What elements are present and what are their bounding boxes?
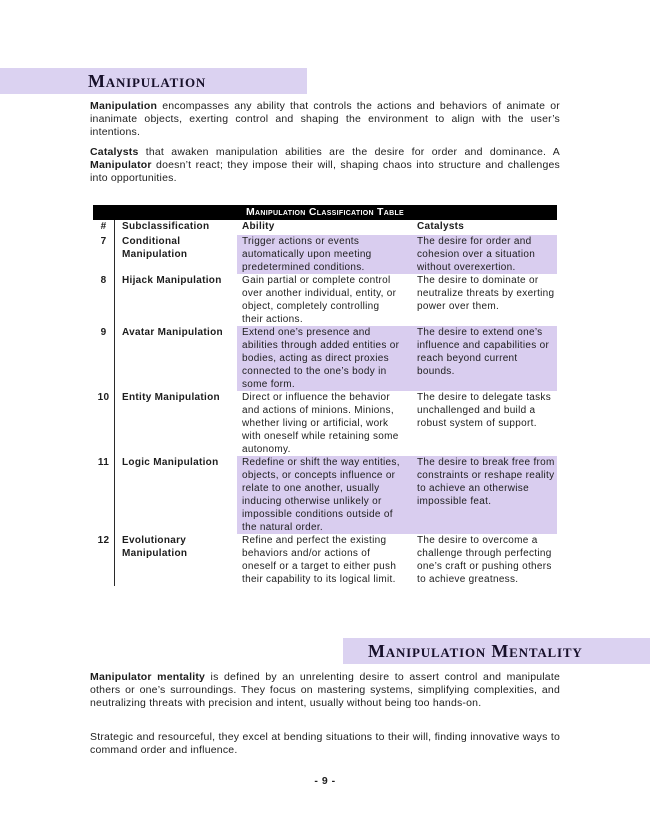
row-catalysts: The desire to delegate tasks unchallenged and build a robust system of support. bbox=[417, 392, 552, 429]
row-catalysts: The desire to break free from constraints or reshape reality to achieve an otherwise impossible feat. bbox=[408, 456, 557, 534]
text-run: Manipulator bbox=[90, 159, 152, 171]
text-run: Manipulation bbox=[90, 100, 158, 112]
row-ability: Gain partial or complete control over another individual, entity, or object, completely controlling their actions. bbox=[242, 275, 397, 325]
table-header-row bbox=[93, 220, 557, 235]
text-run: doesn’t react; they impose their will, shaping chaos into structure and challenges into opportunities. bbox=[90, 159, 560, 184]
row-catalysts: The desire to dominate or neutralize threats by exerting power over them. bbox=[417, 275, 555, 312]
row-number: 9 bbox=[93, 326, 115, 391]
row-subclassification: Logic Manipulation bbox=[122, 457, 219, 468]
classification-table bbox=[93, 205, 557, 586]
column-header-subclassification: Subclassification bbox=[122, 221, 210, 232]
row-ability: Refine and perfect the existing behaviors and/or actions of oneself or a target to either push their capability to its logical limit. bbox=[242, 535, 397, 585]
table-row bbox=[93, 456, 557, 534]
row-ability: Trigger actions or events automatically upon meeting predetermined conditions. bbox=[237, 235, 408, 274]
text-run: Catalysts bbox=[90, 146, 139, 158]
row-catalysts: The desire to extend one’s influence and capabilities or reach beyond current bounds. bbox=[408, 326, 557, 391]
text-run: is defined by an unrelenting desire to assert control and manipulate others or one’s surroundings. They focus on mastering systems, simplifying complexities, and neutralizing threats with precision and intent, usually without being too hands-on. bbox=[90, 671, 560, 709]
row-ability: Direct or influence the behavior and actions of minions. Minions, whether living or artificial, work with oneself while retaining some autonomy. bbox=[242, 392, 399, 455]
table-row bbox=[93, 274, 557, 326]
row-ability: Redefine or shift the way entities, objects, or concepts influence or relate to one another, usually inducing otherwise unlikely or impossible conditions outside of the natural order. bbox=[237, 456, 408, 534]
row-catalysts: The desire for order and cohesion over a situation without overexertion. bbox=[408, 235, 557, 274]
row-catalysts: The desire to overcome a challenge through perfecting one’s craft or pushing others to achieve greatness. bbox=[417, 535, 552, 585]
mentality-heading: Manipulation Mentality bbox=[368, 640, 583, 661]
table-row bbox=[93, 326, 557, 391]
mentality-section-banner bbox=[343, 638, 650, 664]
table-row bbox=[93, 391, 557, 456]
row-ability: Extend one’s presence and abilities through added entities or bodies, acting as direct proxies connected to the one’s body in some form. bbox=[237, 326, 408, 391]
manipulation-intro-paragraph bbox=[90, 100, 560, 139]
table-row bbox=[93, 235, 557, 274]
manipulation-section-banner bbox=[0, 68, 307, 94]
text-run: Strategic and resourceful, they excel at bending situations to their will, finding innovative ways to command order and influence. bbox=[90, 731, 560, 756]
row-subclassification: Avatar Manipulation bbox=[122, 327, 223, 338]
column-header-catalysts: Catalysts bbox=[417, 221, 465, 232]
column-header-ability: Ability bbox=[242, 221, 275, 232]
row-number: 8 bbox=[93, 274, 115, 326]
row-subclassification: Evolutionary Manipulation bbox=[122, 535, 188, 559]
row-number: 11 bbox=[93, 456, 115, 534]
mentality-paragraph bbox=[90, 671, 560, 710]
manipulation-heading: Manipulation bbox=[88, 70, 207, 91]
column-header-number: # bbox=[93, 220, 115, 235]
row-subclassification: Hijack Manipulation bbox=[122, 275, 222, 286]
row-number: 7 bbox=[93, 235, 115, 274]
page-number: - 9 - bbox=[314, 775, 336, 787]
strategy-paragraph bbox=[90, 731, 560, 757]
table-row bbox=[93, 534, 557, 586]
table-title: Manipulation Classification Table bbox=[246, 206, 404, 218]
table-title-bar bbox=[93, 205, 557, 220]
row-number: 12 bbox=[93, 534, 115, 586]
classification-table-body bbox=[93, 235, 557, 586]
catalysts-paragraph bbox=[90, 146, 560, 185]
row-number: 10 bbox=[93, 391, 115, 456]
text-run: encompasses any ability that controls the actions and behaviors of animate or inanimate objects, exerting control and shaping the environment to align with the user’s intentions. bbox=[90, 100, 560, 138]
text-run: that awaken manipulation abilities are the desire for order and dominance. A bbox=[138, 146, 560, 158]
row-subclassification: Conditional Manipulation bbox=[122, 236, 188, 260]
row-subclassification: Entity Manipulation bbox=[122, 392, 220, 403]
text-run: Manipulator mentality bbox=[90, 671, 206, 683]
